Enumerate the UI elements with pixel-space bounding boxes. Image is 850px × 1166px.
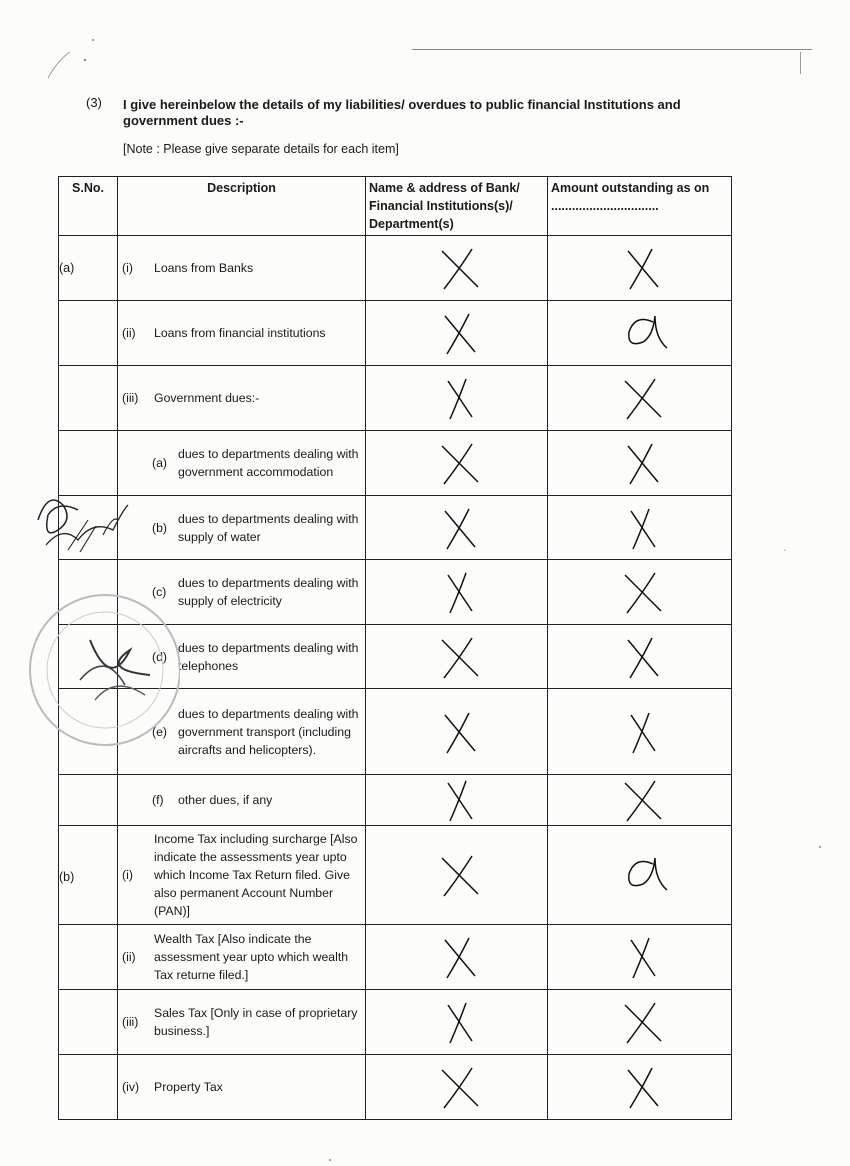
handwritten-cross-mark (605, 567, 675, 617)
description-text: other dues, if any (178, 793, 273, 807)
handwritten-cross-mark (605, 707, 675, 757)
col-header-bank: Name & address of Bank/ Financial Institutions(s)/ Department(s) (366, 177, 548, 236)
cell-sno: (a) (59, 236, 118, 301)
liabilities-table (58, 176, 732, 1120)
cell-bank-mark (366, 496, 548, 560)
sub-item-letter: (d) (152, 649, 168, 664)
item-roman: (i) (122, 261, 133, 275)
cell-amount-mark (548, 1055, 732, 1120)
table-row (59, 625, 732, 689)
cell-amount-mark (548, 496, 732, 560)
scan-top-mark (800, 52, 801, 74)
cell-amount-mark (548, 990, 732, 1055)
cell-bank-mark (366, 301, 548, 366)
item-roman: (ii) (122, 950, 136, 964)
cell-amount-mark (548, 775, 732, 826)
cell-description (118, 560, 366, 625)
cell-sno (59, 925, 118, 990)
scan-top-rule (412, 49, 812, 50)
table-row (59, 560, 732, 625)
description-text: Government dues:- (154, 391, 260, 405)
description-text: Sales Tax [Only in case of proprietary business.] (154, 1006, 358, 1038)
cell-description (118, 496, 366, 560)
cell-amount-mark (548, 560, 732, 625)
section-number: (3) (86, 95, 102, 110)
handwritten-cross-mark (422, 1062, 492, 1112)
table-row (59, 366, 732, 431)
item-roman: (iii) (122, 1015, 139, 1029)
cell-bank-mark (366, 366, 548, 431)
cell-description (118, 990, 366, 1055)
cell-sno (59, 775, 118, 826)
cell-description (118, 775, 366, 826)
description-text: dues to departments dealing with telephones (178, 640, 359, 673)
description-text: dues to departments dealing with supply of electricity (178, 576, 359, 608)
cell-sno: (b) (59, 826, 118, 925)
cell-amount-mark (548, 431, 732, 496)
cell-bank-mark (366, 826, 548, 925)
sub-item-letter: (c) (152, 585, 167, 599)
description-text: dues to departments dealing with government transport (including aircrafts and helicopters). (178, 706, 359, 757)
handwritten-cross-mark (422, 243, 492, 293)
cell-description (118, 625, 366, 689)
col-header-sno: S.No. (59, 177, 118, 236)
cell-description (118, 431, 366, 496)
cell-bank-mark (366, 775, 548, 826)
handwritten-cross-mark (422, 567, 492, 617)
handwritten-alpha-mark (605, 850, 675, 900)
cell-sno (59, 366, 118, 431)
table-row (59, 431, 732, 496)
cell-amount-mark (548, 301, 732, 366)
handwritten-cross-mark (605, 503, 675, 553)
handwritten-cross-mark (422, 438, 492, 488)
description-text: Property Tax (154, 1080, 223, 1094)
handwritten-cross-mark (605, 1062, 675, 1112)
cell-bank-mark (366, 990, 548, 1055)
sub-item-letter: (e) (152, 724, 168, 739)
sub-item-letter: (a) (152, 456, 168, 470)
handwritten-cross-mark (422, 503, 492, 553)
handwritten-cross-mark (422, 308, 492, 358)
description-text: Loans from Banks (154, 261, 254, 275)
col-header-description: Description (118, 177, 366, 236)
cell-amount-mark (548, 625, 732, 689)
description-text: dues to departments dealing with government accommodation (178, 447, 359, 479)
handwritten-cross-mark (605, 243, 675, 293)
section-note: [Note : Please give separate details for each item] (123, 142, 399, 156)
cell-description (118, 1055, 366, 1120)
cell-amount-mark (548, 689, 732, 775)
description-text: Loans from financial institutions (154, 326, 326, 340)
cell-description (118, 236, 366, 301)
table-row (59, 775, 732, 826)
cell-description (118, 826, 366, 925)
cell-bank-mark (366, 431, 548, 496)
item-roman: (iv) (122, 1080, 140, 1094)
description-text: Income Tax including surcharge [Also indicate the assessments year upto which Income Tax Return filed. Give also permanent Account Number (PAN)] (154, 832, 358, 918)
sub-item-letter: (b) (152, 520, 168, 535)
item-roman: (i) (122, 868, 133, 882)
description-text: Wealth Tax [Also indicate the assessment year upto which wealth Tax returne filed.] (154, 932, 349, 982)
cell-amount-mark (548, 236, 732, 301)
header-row (59, 177, 732, 236)
table-row (59, 496, 732, 560)
handwritten-cross-mark (422, 850, 492, 900)
handwritten-cross-mark (422, 373, 492, 423)
cell-amount-mark (548, 826, 732, 925)
item-roman: (iii) (122, 391, 139, 405)
cell-bank-mark (366, 689, 548, 775)
table-row (59, 689, 732, 775)
section-heading: I give hereinbelow the details of my liabilities/ overdues to public financial Institutions and government dues :- (123, 97, 681, 128)
item-roman: (ii) (122, 326, 136, 340)
handwritten-cross-mark (605, 632, 675, 682)
cell-sno (59, 990, 118, 1055)
cell-bank-mark (366, 560, 548, 625)
handwritten-alpha-mark (605, 308, 675, 358)
cell-description (118, 301, 366, 366)
table-row (59, 236, 732, 301)
handwritten-cross-mark (605, 997, 675, 1047)
handwritten-cross-mark (605, 438, 675, 488)
cell-amount-mark (548, 925, 732, 990)
table-row (59, 1055, 732, 1120)
cell-sno (59, 1055, 118, 1120)
sub-item-letter: (f) (152, 793, 164, 807)
cell-bank-mark (366, 925, 548, 990)
handwritten-cross-mark (605, 932, 675, 982)
table-row (59, 990, 732, 1055)
cell-bank-mark (366, 236, 548, 301)
col-header-amount: Amount outstanding as on ............................... (548, 177, 732, 236)
cell-sno (59, 689, 118, 775)
handwritten-cross-mark (422, 632, 492, 682)
cell-sno (59, 560, 118, 625)
handwritten-cross-mark (422, 997, 492, 1047)
cell-amount-mark (548, 366, 732, 431)
cell-bank-mark (366, 625, 548, 689)
handwritten-cross-mark (605, 373, 675, 423)
cell-description (118, 925, 366, 990)
handwritten-cross-mark (422, 775, 492, 825)
description-text: dues to departments dealing with supply of water (178, 511, 359, 544)
cell-description (118, 689, 366, 775)
table-row (59, 826, 732, 925)
cell-sno (59, 625, 118, 689)
table-row (59, 301, 732, 366)
cell-sno (59, 301, 118, 366)
table-row (59, 925, 732, 990)
cell-sno (59, 496, 118, 560)
handwritten-cross-mark (422, 932, 492, 982)
cell-sno (59, 431, 118, 496)
cell-bank-mark (366, 1055, 548, 1120)
cell-description (118, 366, 366, 431)
handwritten-cross-mark (605, 775, 675, 825)
handwritten-cross-mark (422, 707, 492, 757)
